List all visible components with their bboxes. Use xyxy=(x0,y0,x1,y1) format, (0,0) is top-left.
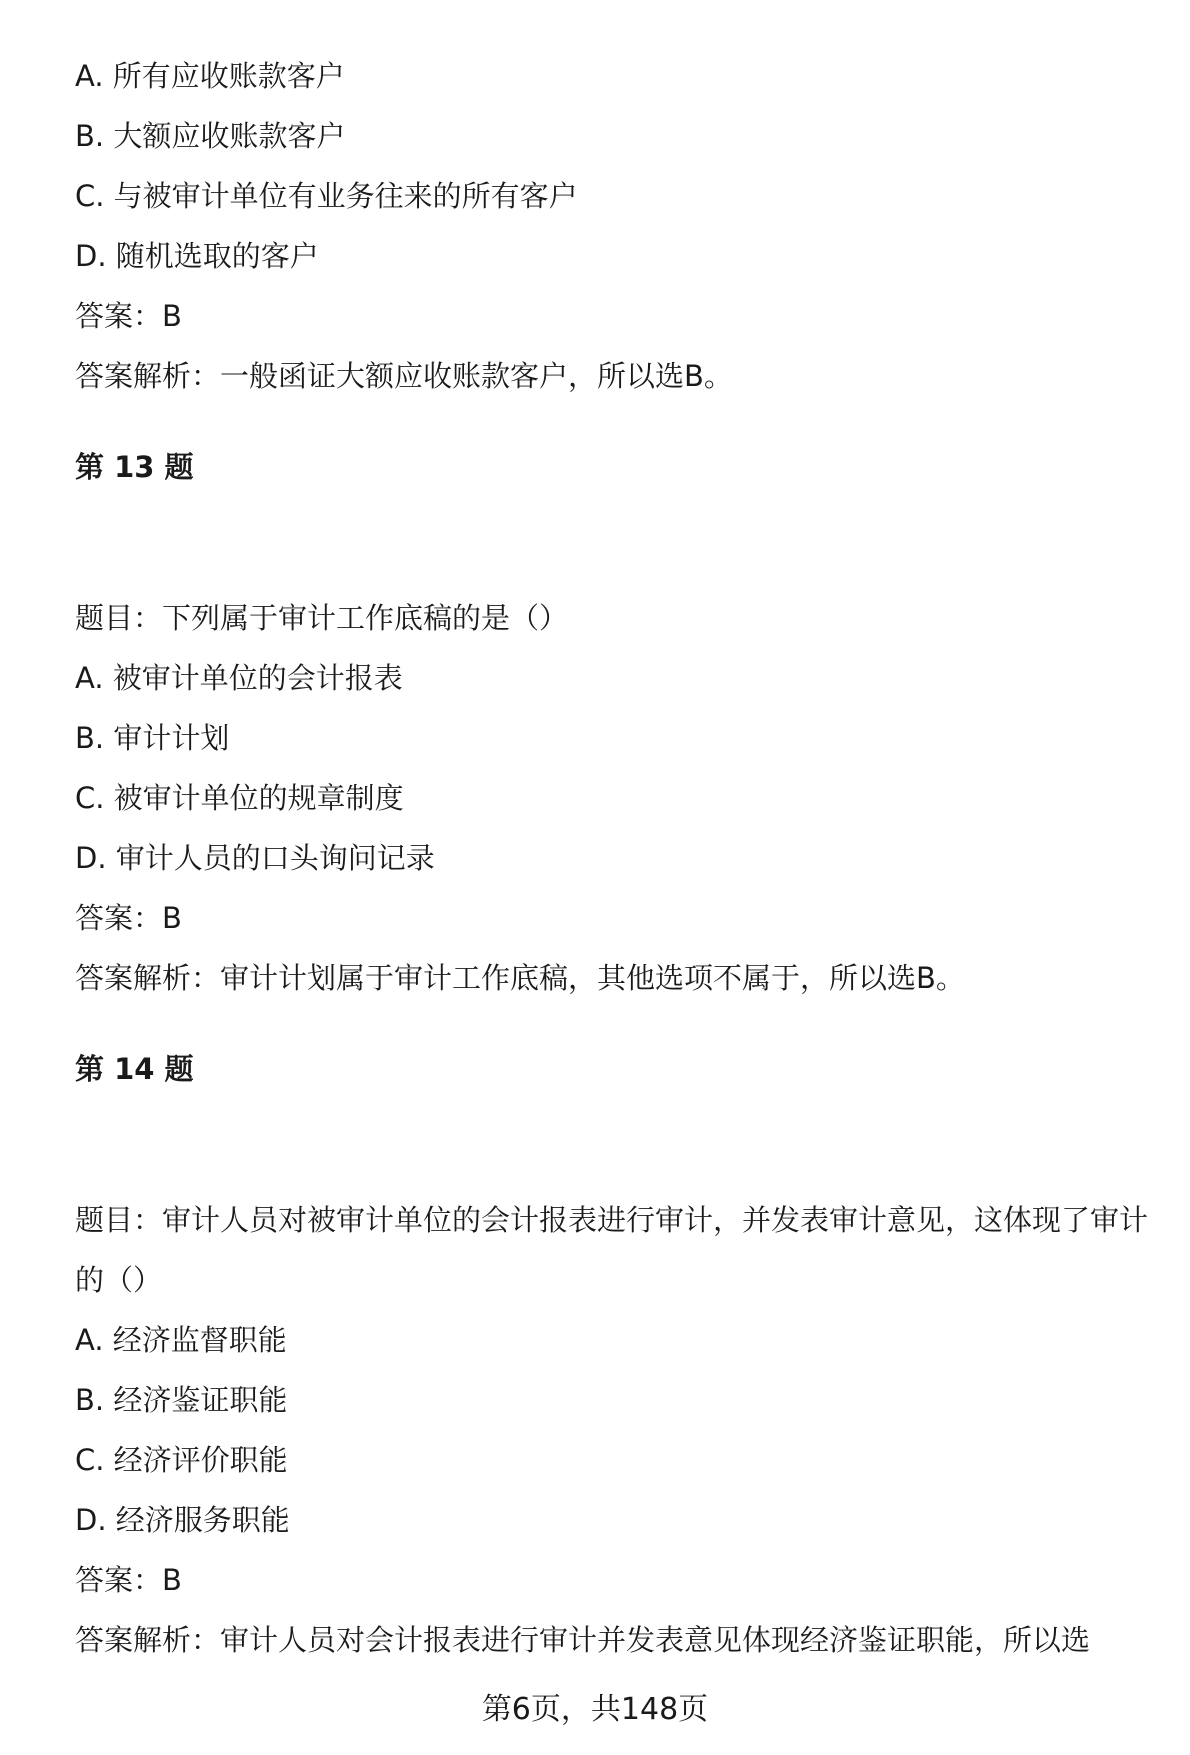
option-d: D. 经济服务职能 xyxy=(75,1503,290,1537)
option-a: A. 经济监督职能 xyxy=(75,1323,287,1357)
question-12-section xyxy=(75,46,1165,406)
option-a: A. 被审计单位的会计报表 xyxy=(75,661,403,695)
answer: 答案：B xyxy=(75,299,182,333)
page-content xyxy=(75,46,1165,1670)
option-c: C. 经济评价职能 xyxy=(75,1443,288,1477)
question-stem: 题目：下列属于审计工作底稿的是（） xyxy=(75,601,569,635)
option-a: A. 所有应收账款客户 xyxy=(75,59,345,93)
question-stem: 题目：审计人员对被审计单位的会计报表进行审计，并发表审计意见，这体现了审计的（） xyxy=(75,1203,1149,1297)
option-d: D. 随机选取的客户 xyxy=(75,239,319,273)
page-footer: 第6页，共148页 xyxy=(481,1692,709,1727)
option-c: C. 被审计单位的规章制度 xyxy=(75,781,404,815)
option-b: B. 经济鉴证职能 xyxy=(75,1383,288,1417)
question-13-section xyxy=(75,437,1165,1008)
question-14-section xyxy=(75,1039,1165,1670)
answer-analysis: 答案解析：审计人员对会计报表进行审计并发表意见体现经济鉴证职能，所以选 xyxy=(75,1623,1091,1657)
answer-analysis: 答案解析：审计计划属于审计工作底稿，其他选项不属于，所以选B。 xyxy=(75,961,965,995)
answer-analysis: 答案解析：一般函证大额应收账款客户，所以选B。 xyxy=(75,359,733,393)
option-c: C. 与被审计单位有业务往来的所有客户 xyxy=(75,179,578,213)
answer: 答案：B xyxy=(75,901,182,935)
option-b: B. 审计计划 xyxy=(75,721,230,755)
question-title: 第 14 题 xyxy=(75,1052,194,1086)
option-b: B. 大额应收账款客户 xyxy=(75,119,346,153)
question-title: 第 13 题 xyxy=(75,450,194,484)
answer: 答案：B xyxy=(75,1563,182,1597)
option-d: D. 审计人员的口头询问记录 xyxy=(75,841,435,875)
